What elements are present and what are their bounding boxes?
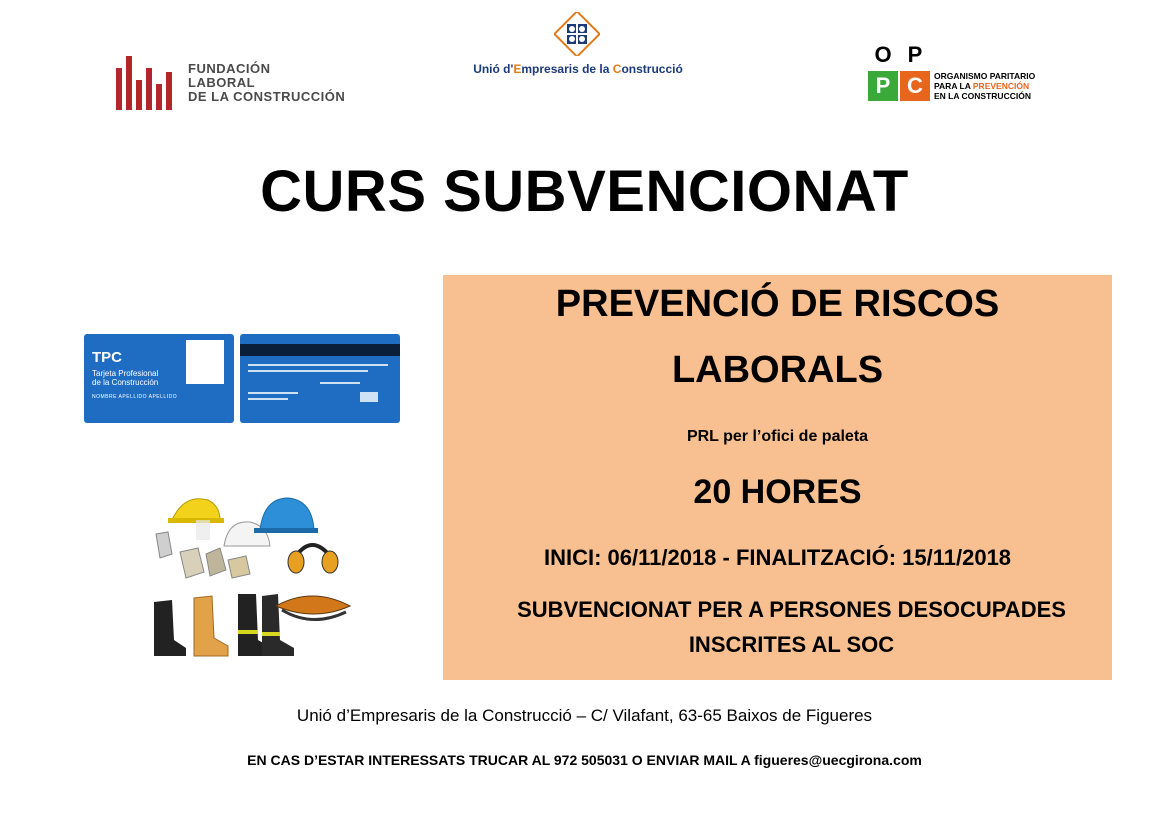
- oppc-o: O: [868, 40, 898, 70]
- contact-line: EN CAS D’ESTAR INTERESSATS TRUCAR AL 972 505031 O ENVIAR MAIL A figueres@uecgirona.com: [247, 752, 922, 768]
- course-info-box: [443, 275, 1112, 680]
- course-dates: INICI: 06/11/2018 - FINALITZACIÓ: 15/11/2018: [543, 545, 1012, 570]
- oppc-text: ORGANISMO PARITARIO PARA LA PREVENCIÓN EN LA CONSTRUCCIÓN: [934, 71, 1036, 101]
- boots-icon: [154, 594, 294, 656]
- tpc-abbr: TPC: [92, 349, 122, 366]
- tpc-holder-name: NOMBRE APELLIDO APELLIDO: [92, 394, 178, 400]
- uec-emblem-icon: [554, 12, 600, 56]
- course-name-line2: LABORALS: [671, 349, 884, 391]
- address-line: Unió d’Empresaris de la Construcció – C/ Vilafant, 63-65 Baixos de Figueres: [296, 706, 873, 725]
- course-subsidy-line1: SUBVENCIONAT PER A PERSONES DESOCUPADES: [517, 597, 1066, 622]
- fundacion-laboral-logo: [114, 56, 354, 114]
- page-title: CURS SUBVENCIONAT: [260, 159, 909, 224]
- oppc-p1: P: [900, 40, 930, 70]
- tpc-card-back: [240, 334, 400, 423]
- hard-hat-icon: [168, 499, 224, 540]
- magnetic-stripe: [240, 344, 400, 356]
- tpc-line1: Tarjeta Profesional: [92, 369, 159, 378]
- flc-line3: DE LA CONSTRUCCIÓN: [188, 89, 346, 104]
- flc-line1: FUNDACIÓN: [188, 61, 271, 76]
- uec-logo: [462, 12, 694, 82]
- oppc-p2: P: [868, 71, 898, 101]
- uec-name: Unió d'Empresaris de la Construcció: [473, 62, 683, 76]
- bars-icon: [114, 56, 174, 114]
- tpc-card-front: [84, 334, 234, 423]
- course-subsidy-line2: INSCRITES AL SOC: [688, 632, 895, 657]
- photo-placeholder: [186, 340, 224, 384]
- course-name-line1: PREVENCIÓ DE RISCOS: [555, 283, 1000, 325]
- oppc-logo: [868, 40, 1052, 102]
- tpc-line2: de la Construcción: [92, 378, 159, 387]
- safety-equipment-image: [146, 490, 354, 662]
- ear-muffs-icon: [288, 545, 338, 573]
- flc-line2: LABORAL: [188, 75, 256, 90]
- course-hours: 20 HORES: [693, 473, 862, 511]
- course-subtitle: PRL per l’ofici de paleta: [686, 428, 869, 445]
- oppc-c: C: [900, 71, 930, 101]
